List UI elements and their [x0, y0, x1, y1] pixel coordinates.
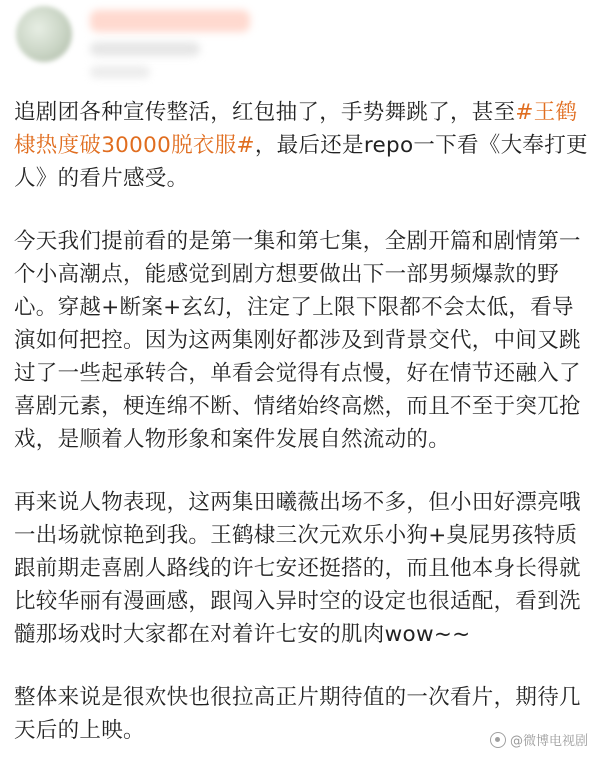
watermark-text: @微博电视剧 [509, 734, 588, 749]
avatar[interactable] [16, 6, 72, 62]
post-header [0, 0, 600, 98]
hashtag-link[interactable]: #王鹤棣热度破30000脱衣服# [14, 100, 578, 158]
watermark [490, 730, 588, 749]
paragraph-1-text-a: 追剧团各种宣传整活，红包抽了，手势舞跳了，甚至 [14, 100, 516, 125]
blurred-username[interactable] [90, 10, 250, 32]
weibo-logo-icon [490, 732, 506, 748]
blurred-post-source [90, 66, 150, 78]
post-body [14, 96, 588, 777]
paragraph-1 [14, 96, 588, 195]
paragraph-1-text-b: ，最后还是repo一下看《大奉打更人》的看片感受。 [14, 133, 588, 191]
blurred-post-meta [90, 42, 200, 56]
paragraph-4: 整体来说是很欢快也很拉高正片期待值的一次看片，期待几天后的上映。 [14, 685, 581, 743]
paragraph-2: 今天我们提前看的是第一集和第七集，全剧开篇和剧情第一个小高潮点，能感觉到剧方想要做出下一部男频爆款的野心。穿越+断案+玄幻，注定了上限下限都不会太低，看导演如何把控。因为这两集刚好都涉及到背景交代，中间又跳过了一些起承转合，单看会觉得有点慢，好在情节还融入了喜剧元素，梗连绵不断、情绪始终高燃，而且不至于突兀抢戏，是顺着人物形象和案件发展自然流动的。 [14, 229, 581, 452]
paragraph-3: 再来说人物表现，这两集田曦薇出场不多，但小田好漂亮哦一出场就惊艳到我。王鹤棣三次元欢乐小狗+臭屁男孩特质跟前期走喜剧人路线的许七安还挺搭的，而且他本身长得就比较华丽有漫画感，跟闯入异时空的设定也很适配，看到洗髓那场戏时大家都在对着许七安的肌肉wow~~ [14, 490, 581, 647]
